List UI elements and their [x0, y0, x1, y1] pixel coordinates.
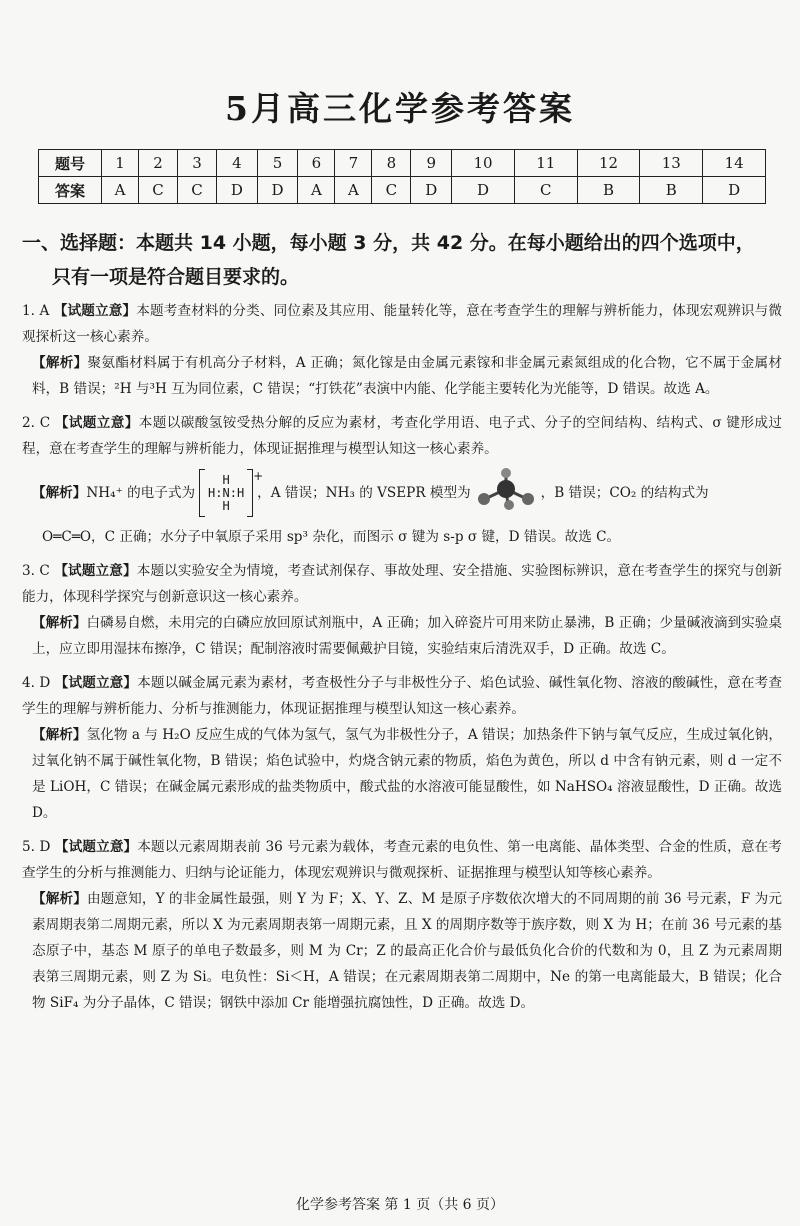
question-analysis-structures — [22, 462, 782, 524]
ion-charge: + — [253, 469, 264, 483]
answer-cell: D — [257, 177, 298, 204]
section-heading-line-1: 一、选择题：本题共 14 小题，每小题 3 分，共 42 分。在每小题给出的四个选项中， — [22, 232, 755, 254]
intent-tag: 【试题立意】 — [54, 415, 139, 431]
answer-cell: D — [703, 177, 766, 204]
intent-text: 本题考查材料的分类、同位素及其应用、能量转化等，意在考查学生的理解与辨析能力，体现宏观辨识与微观探析这一核心素养。 — [22, 303, 783, 345]
solutions-body — [22, 298, 782, 1024]
answer-cell: D — [411, 177, 452, 204]
question-number: 3. C — [22, 563, 50, 579]
question-analysis — [22, 722, 782, 826]
question-number: 2. C — [22, 415, 51, 431]
question-number-cell: 3 — [178, 150, 217, 177]
intent-tag: 【试题立意】 — [54, 563, 137, 579]
row-label-number: 题号 — [39, 150, 102, 177]
question-number-cell: 6 — [298, 150, 335, 177]
answer-cell: C — [139, 177, 178, 204]
question-intent — [22, 298, 782, 350]
question-number-cell: 11 — [514, 150, 577, 177]
analysis-text-part-3: ，B 错误；CO₂ 的结构式为 — [540, 485, 709, 501]
answer-cell: C — [514, 177, 577, 204]
analysis-text-part-2: ，A 错误；NH₃ 的 VSEPR 模型为 — [257, 485, 471, 501]
answer-cell: B — [640, 177, 703, 204]
intent-text: 本题以实验安全为情境，考查试剂保存、事故处理、安全措施、实验图标辨识，意在考查学生的探究与创新能力，体现科学探究与创新意识这一核心素养。 — [22, 563, 783, 605]
answer-cell: D — [217, 177, 258, 204]
lewis-bottom: H — [222, 498, 230, 513]
question-intent — [22, 558, 782, 610]
lewis-structure — [205, 474, 247, 513]
answer-cell: A — [335, 177, 372, 204]
answer-cell: C — [372, 177, 411, 204]
analysis-tag: 【解析】 — [32, 891, 87, 907]
section-heading — [22, 226, 788, 294]
answer-row — [39, 177, 766, 204]
intent-tag: 【试题立意】 — [54, 675, 138, 691]
page-footer: 化学参考答案 第 1 页（共 6 页） — [295, 1197, 505, 1213]
question-analysis — [22, 886, 782, 1016]
analysis-tag: 【解析】 — [32, 355, 88, 371]
analysis-tag: 【解析】 — [32, 727, 87, 743]
answer-cell: A — [298, 177, 335, 204]
question-number-row — [39, 150, 766, 177]
intent-tag: 【试题立意】 — [53, 303, 137, 319]
answer-table — [38, 149, 766, 204]
question-block-4 — [22, 670, 782, 826]
lewis-middle: H:N:H — [208, 485, 245, 500]
question-analysis — [22, 350, 782, 402]
answer-cell: A — [102, 177, 139, 204]
answer-cell: B — [577, 177, 640, 204]
analysis-tag: 【解析】 — [32, 615, 87, 631]
question-number-cell: 8 — [372, 150, 411, 177]
answer-cell: C — [178, 177, 217, 204]
intent-text: 本题以碳酸氢铵受热分解的反应为素材，考查化学用语、电子式、分子的空间结构、结构式、σ 键形成过程，意在考查学生的理解与辨析能力，体现证据推理与模型认知这一核心素养。 — [22, 415, 782, 457]
analysis-text-part-4: O═C═O，C 正确；水分子中氧原子采用 sp³ 杂化，而图示 σ 键为 s-p σ 键，D 错误。故选 C。 — [42, 529, 621, 545]
question-analysis — [22, 610, 782, 662]
question-number: 1. A — [22, 303, 50, 319]
question-number-cell: 9 — [411, 150, 452, 177]
question-number-cell: 12 — [577, 150, 640, 177]
ammonium-electron-formula — [199, 469, 264, 517]
question-number-cell: 5 — [257, 150, 298, 177]
row-label-answer: 答案 — [39, 177, 102, 204]
analysis-tag: 【解析】 — [32, 485, 87, 501]
question-number: 4. D — [22, 675, 51, 691]
vsepr-model-icon — [475, 467, 537, 520]
lewis-top: H — [222, 472, 230, 487]
question-number-cell: 1 — [102, 150, 139, 177]
section-heading-line-2: 只有一项是符合题目要求的。 — [52, 266, 300, 288]
answer-cell: D — [452, 177, 515, 204]
question-intent — [22, 410, 782, 462]
question-intent — [22, 670, 782, 722]
analysis-text: 氢化物 a 与 H₂O 反应生成的气体为氢气，氢气为非极性分子，A 错误；加热条件下钠与氧气反应，生成过氧化钠，过氧化钠不属于碱性氧化物，B 错误；焰色试验中，灼烧含钠元素的物质，焰色为黄色，所以 d 中含有钠元素，则 d 一定不是 LiOH，C 错误；在碱金属元素形成的盐类物质中，酸式盐的水溶液可能显酸性，如 NaHSO₄ 溶液显酸性，D 正确。故选 D。 — [32, 727, 783, 821]
question-number-cell: 4 — [217, 150, 258, 177]
question-block-3 — [22, 558, 782, 662]
page-title: 5月高三化学参考答案 — [225, 89, 575, 128]
question-number-cell: 14 — [703, 150, 766, 177]
intent-text: 本题以元素周期表前 36 号元素为载体，考查元素的电负性、第一电离能、晶体类型、合金的性质，意在考查学生的分析与推测能力、归纳与论证能力，体现宏观辨识与微观探析、证据推理与模型认知等核心素养。 — [22, 839, 782, 881]
question-number-cell: 10 — [452, 150, 515, 177]
question-intent — [22, 834, 782, 886]
analysis-text: 由题意知，Y 的非金属性最强，则 Y 为 F；X、Y、Z、M 是原子序数依次增大的不同周期的前 36 号元素，F 为元素周期表第二周期元素，所以 X 为元素周期表第一周期元素，且 X 的周期序数等于族序数，则 X 为 H；在前 36 号元素的基态原子中，基态 M 原子的单电子数最多，则 M 为 Cr；Z 的最高正化合价与最低负化合价的代数和为 0，且 Z 为元素周期表第三周期元素，则 Z 为 Si。电负性：Si＜H，A 错误；在元素周期表第二周期中，Ne 的第一电离能最大，B 错误；化合物 SiF₄ 为分子晶体，C 错误；钢铁中添加 Cr 能增强抗腐蚀性，D 正确。故选 D。 — [32, 891, 782, 1011]
analysis-text: 白磷易自燃，未用完的白磷应放回原试剂瓶中，A 正确；加入碎瓷片可用来防止暴沸，B 正确；少量碱液滴到实验桌上，应立即用湿抹布擦净，C 错误；配制溶液时需要佩戴护目镜，实验结束后清洗双手，D 正确。故选 C。 — [32, 615, 783, 657]
question-number-cell: 7 — [335, 150, 372, 177]
question-block-1 — [22, 298, 782, 402]
analysis-text: 聚氨酯材料属于有机高分子材料，A 正确；氮化镓是由金属元素镓和非金属元素氮组成的化合物，它不属于金属材料，B 错误；²H 与³H 互为同位素，C 错误；“打铁花”表演中内能、化学能主要转化为光能等，D 错误。故选 A。 — [32, 355, 783, 397]
analysis-text-part-1: NH₄⁺ 的电子式为 — [86, 485, 196, 501]
intent-tag: 【试题立意】 — [54, 839, 138, 855]
question-number: 5. D — [22, 839, 51, 855]
question-block-2 — [22, 410, 782, 550]
intent-text: 本题以碱金属元素为素材，考查极性分子与非极性分子、焰色试验、碱性氧化物、溶液的酸碱性，意在考查学生的理解与辨析能力、分析与推测能力，体现证据推理与模型认知这一核心素养。 — [22, 675, 782, 717]
question-number-cell: 2 — [139, 150, 178, 177]
question-block-5 — [22, 834, 782, 1016]
question-number-cell: 13 — [640, 150, 703, 177]
